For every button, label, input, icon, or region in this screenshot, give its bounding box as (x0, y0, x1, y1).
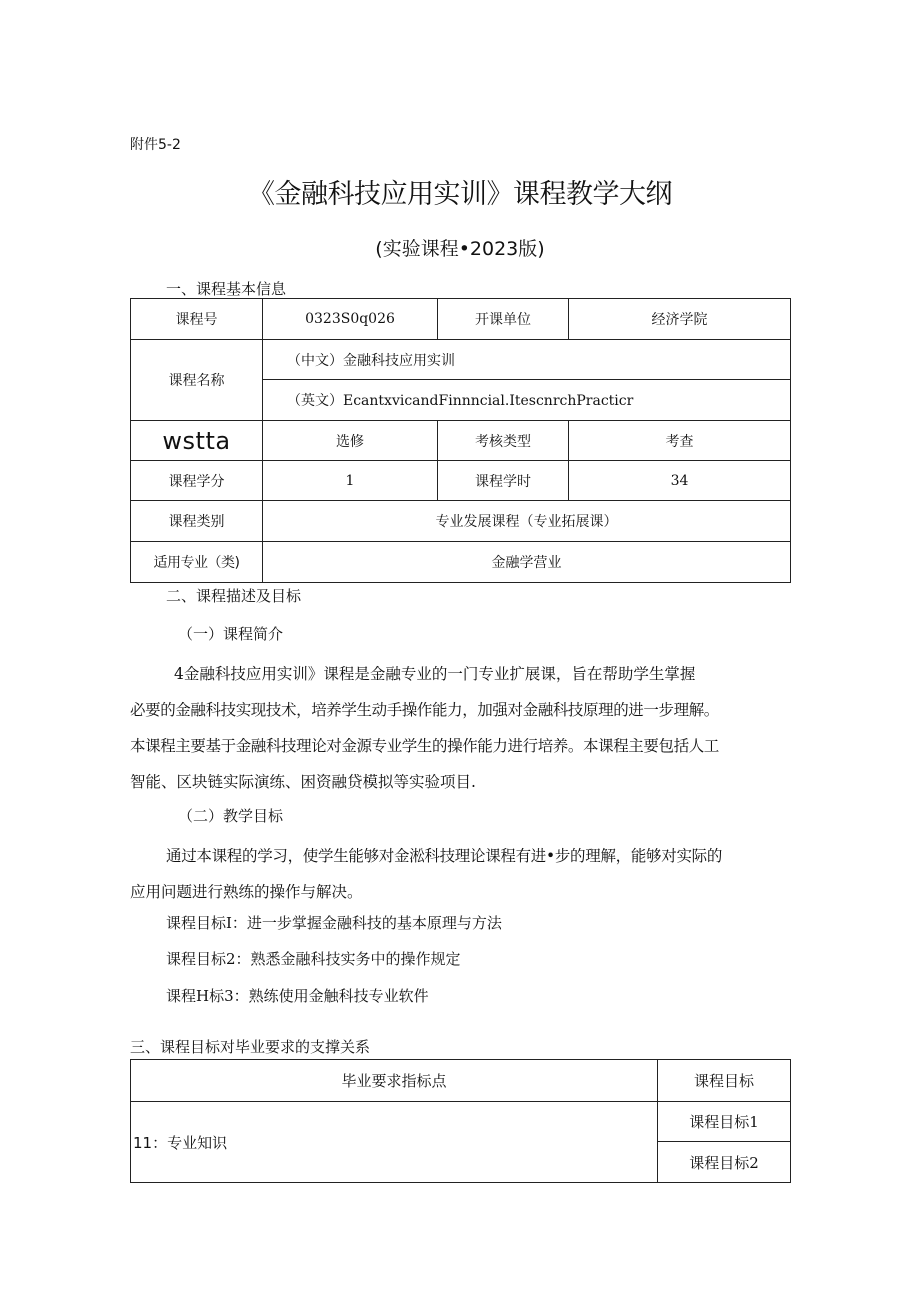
target-cell: 课程目标1 (658, 1102, 791, 1142)
category-label: 课程类别 (131, 501, 263, 542)
intro-line: 必要的金融科技实现技术，培养学生动手操作能力，加强对金融科技原理的进一步理解。 (130, 701, 719, 719)
course-no-label: 课程号 (131, 299, 263, 340)
intro-paragraph (130, 656, 792, 800)
section2-heading: 二、课程描述及目标 (166, 587, 302, 605)
hours-value: 34 (569, 461, 791, 501)
major-label: 适用专业（类) (131, 542, 263, 583)
major-value: 金融学营业 (263, 542, 791, 583)
header-target: 课程目标 (658, 1060, 791, 1102)
course-no-value: 0323S0q026 (263, 299, 438, 340)
intro-line: 智能、区块链实际演练、困资融贷模拟等实验项目. (130, 773, 476, 791)
subsection-goals-heading: （二）教学目标 (178, 807, 284, 825)
section1-heading: 一、课程基本信息 (166, 280, 287, 298)
attachment-label: 附件5-2 (130, 137, 181, 153)
support-relation-table (130, 1059, 791, 1183)
exam-type-value: 考查 (569, 421, 791, 461)
unit-value: 经济学院 (569, 299, 791, 340)
intro-line: 4金融科技应用实训》课程是金融专业的一门专业扩展课，旨在帮助学生掌握 (174, 665, 696, 683)
credit-value: 1 (263, 461, 438, 501)
hours-label: 课程学时 (438, 461, 569, 501)
unit-label: 开课单位 (438, 299, 569, 340)
course-name-en: （英文）EcantxvicandFinnncial.ItescnrchPracticr (263, 380, 791, 421)
objective-1: 课程目标I：进一步掌握金融科技的基本原理与方法 (166, 914, 502, 932)
objective-3: 课程H标3：熟练使用金触科技专业软件 (166, 987, 429, 1005)
course-nature-label: wstta (131, 421, 263, 461)
course-info-table (130, 298, 791, 583)
course-name-cn: （中文）金融科技应用实训 (263, 340, 791, 380)
header-requirement: 毕业要求指标点 (131, 1060, 658, 1102)
target-cell: 课程目标2 (658, 1142, 791, 1183)
exam-type-label: 考核类型 (438, 421, 569, 461)
goal-line: 应用问题进行熟练的操作与解决。 (130, 883, 363, 901)
category-value: 专业发展课程（专业拓展课） (263, 501, 791, 542)
document-subtitle: (实验课程•2023版) (375, 238, 545, 260)
objective-2: 课程目标2：熟悉金融科技实务中的操作规定 (166, 950, 461, 968)
goals-paragraph (130, 838, 792, 910)
course-nature-value: 选修 (263, 421, 438, 461)
subsection-intro-heading: （一）课程简介 (178, 625, 284, 643)
intro-line: 本课程主要基于金融科技理论对金源专业学生的操作能力进行培养。本课程主要包括人工 (130, 737, 719, 755)
requirement-cell: 11：专业知识 (131, 1102, 658, 1183)
credit-label: 课程学分 (131, 461, 263, 501)
course-name-label: 课程名称 (131, 340, 263, 421)
document-title: 《金融科技应用实训》课程教学大纲 (248, 179, 672, 210)
section3-heading: 三、课程目标对毕业要求的支撑关系 (130, 1038, 371, 1056)
goal-line: 通过本课程的学习，使学生能够对金淞科技理论课程有进•步的理解，能够对实际的 (166, 847, 723, 865)
